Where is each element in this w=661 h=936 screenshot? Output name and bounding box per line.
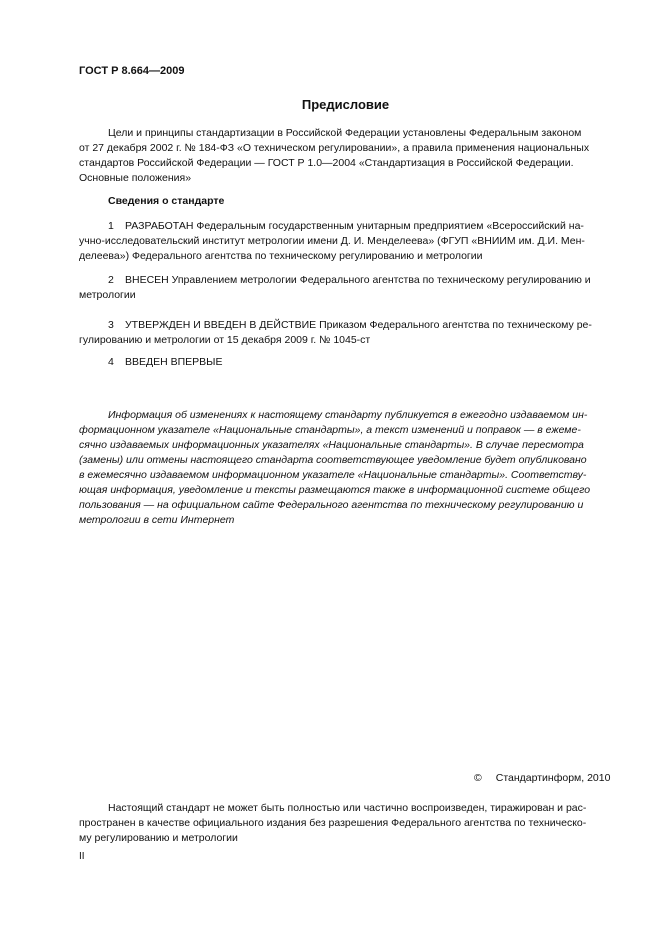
item-line (79, 318, 615, 333)
item-line: гулированию и метрологии от 15 декабря 2009 г. № 1045-ст (79, 334, 371, 346)
item-line: учно-исследовательский институт метрологии имени Д. И. Менделеева» (ФГУП «ВНИИМ им. Д.И. Мен- (79, 235, 585, 247)
intro-line: от 27 декабря 2002 г. № 184-ФЗ «О техническом регулировании», а правила применения национальных (79, 142, 590, 154)
notice-line: в ежемесячно издаваемом информационном указателе «Национальные стандарты». Соответству- (79, 469, 587, 481)
notice-line: пространен в качестве официального издания без разрешения Федерального агентства по техническо- (79, 817, 587, 829)
item-3 (79, 318, 615, 348)
notice-line: ющая информация, уведомление и тексты размещаются также в информационной системе общего (79, 484, 591, 496)
item-line: метрологии (79, 289, 136, 301)
item-2 (79, 273, 615, 303)
intro-line: Основные положения» (79, 172, 192, 184)
item-line (79, 273, 615, 288)
notice-line: Информация об изменениях к настоящему стандарту публикуется в ежегодно издаваемом ин- (108, 409, 588, 421)
notice-line: сячно издаваемых информационных указателях «Национальные стандарты». В случае пересмотра (79, 439, 584, 451)
item-line (79, 219, 615, 234)
copyright-text: Стандартинформ, 2010 (495, 772, 611, 784)
intro-paragraph (79, 126, 615, 186)
copyright-symbol: © (474, 772, 482, 784)
info-notice-paragraph (79, 408, 615, 528)
notice-line: (замены) или отмены настоящего стандарта соответствующее уведомление будет опубликовано (79, 454, 587, 466)
notice-line: метрологии в сети Интернет (79, 514, 235, 526)
item-line (79, 355, 615, 370)
item-4 (79, 355, 615, 370)
intro-line: Цели и принципы стандартизации в Российской Федерации установлены Федеральным законом (108, 127, 582, 139)
section-heading-about-standard: Сведения о стандарте (108, 195, 225, 207)
notice-line: му регулированию и метрологии (79, 832, 238, 844)
page-number: II (79, 851, 85, 862)
item-text: РАЗРАБОТАН Федеральным государственным унитарным предприятием «Всероссийский на- (125, 220, 584, 232)
document-code-header: ГОСТ Р 8.664—2009 (79, 65, 185, 77)
item-number: 2 (108, 274, 114, 286)
notice-line: формационном указателе «Национальные стандарты», а текст изменений и поправок — в ежеме- (79, 424, 581, 436)
item-1 (79, 219, 615, 264)
item-line: делеева») Федерального агентства по техническому регулированию и метрологии (79, 250, 483, 262)
item-number: 3 (108, 319, 114, 331)
notice-line: пользования — на официальном сайте Федерального агентства по техническому регулированию и (79, 499, 584, 511)
copyright-notice (474, 772, 610, 784)
item-text: ВНЕСЕН Управлением метрологии Федерального агентства по техническому регулированию и (125, 274, 591, 286)
reproduction-notice-paragraph (79, 801, 615, 846)
notice-line: Настоящий стандарт не может быть полностью или частично воспроизведен, тиражирован и рас- (108, 802, 587, 814)
item-text: УТВЕРЖДЕН И ВВЕДЕН В ДЕЙСТВИЕ Приказом Федерального агентства по техническому ре- (125, 319, 592, 331)
intro-line: стандартов Российской Федерации — ГОСТ Р 1.0—2004 «Стандартизация в Российской Федерации. (79, 157, 574, 169)
page-title: Предисловие (301, 97, 390, 112)
item-number: 1 (108, 220, 114, 232)
item-number: 4 (108, 356, 114, 368)
item-text: ВВЕДЕН ВПЕРВЫЕ (125, 356, 223, 368)
